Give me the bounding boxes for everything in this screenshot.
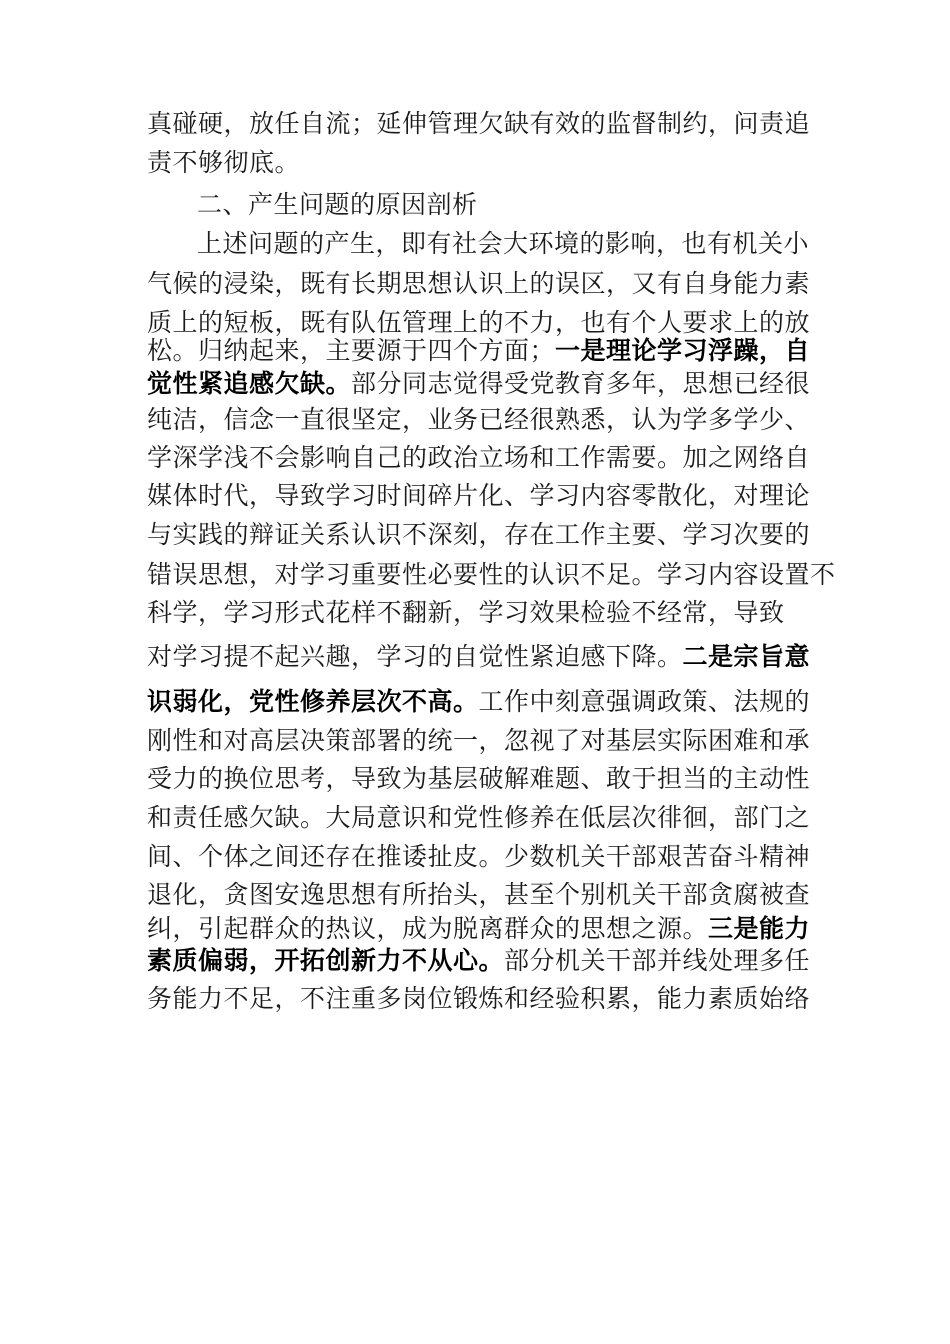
text-segment: 与实践的辩证关系认识不深刻，存在工作主要、学习次要的 [147,520,811,549]
text-line [147,911,810,947]
text-line [147,333,810,369]
text-line [197,226,809,262]
bold-text-segment: 一是理论学习浮躁，自 [555,336,811,365]
text-segment: 气候的浸染，既有长期思想认识上的误区，又有自身能力素 [147,269,811,298]
bold-text-segment: 素质偏弱，开拓创新力不从心。 [147,946,505,975]
text-segment: 科学，学习形式花样不翻新，学习效果检验不经常，导致 [147,598,785,627]
bold-text-segment: 觉性紧追感欠缺。 [147,369,352,398]
text-segment: 工作中刻意强调政策、法规的 [478,687,811,716]
text-segment: 部分同志觉得受党教育多年，思想已经很 [351,369,811,398]
text-line [147,800,810,836]
text-segment: 质上的短板，既有队伍管理上的不力，也有个人要求上的放 [147,308,811,337]
text-segment: 二、产生问题的原因剖析 [197,190,478,219]
bold-text-segment: 三是能力 [708,914,811,943]
bold-text-segment: 识弱化，党性修养层次不高。 [147,687,479,716]
text-line [147,266,810,302]
text-segment: 学深学浅不会影响自己的政治立场和工作需要。加之网络自 [147,443,811,472]
text-segment: 部分机关干部并线处理多任 [504,946,811,975]
text-line [147,839,810,875]
text-line [147,440,810,476]
text-line [147,517,810,553]
text-line [147,106,810,142]
text-line [147,402,810,438]
text-line [147,639,810,675]
text-line [147,145,300,181]
text-line [147,478,810,514]
text-line [147,877,810,913]
text-segment: 受力的换位思考，导致为基层破解难题、敢于担当的主动性 [147,764,811,793]
text-segment: 和责任感欠缺。大局意识和党性修养在低层次徘徊，部门之 [147,803,811,832]
text-segment: 纠，引起群众的热议，成为脱离群众的思想之源。 [147,914,709,943]
text-segment: 退化，贪图安逸思想有所抬头，甚至个别机关干部贪腐被查 [147,880,811,909]
text-line [147,761,810,797]
text-segment: 纯洁，信念一直很坚定，业务已经很熟悉，认为学多学少、 [147,405,811,434]
text-line [147,723,810,759]
text-line [147,366,810,402]
text-segment: 间、个体之间还存在推诿扯皮。少数机关干部艰苦奋斗精神 [147,842,811,871]
text-line [147,684,810,720]
text-segment: 媒体时代，导致学习时间碎片化、学习内容零散化，对理论 [147,481,811,510]
text-segment: 务能力不足，不注重多岗位锻炼和经验积累，能力素质始络 [147,984,811,1013]
text-segment: 真碰硬，放任自流；延伸管理欠缺有效的监督制约，问责追 [147,109,811,138]
text-line [147,981,810,1017]
text-segment: 责不够彻底。 [147,148,301,177]
text-line [147,943,810,979]
text-line [147,595,785,631]
text-segment: 松。归纳起来，主要源于四个方面； [147,336,556,365]
text-line [197,187,478,223]
text-line [147,557,836,593]
bold-text-segment: 二是宗旨意 [682,642,811,671]
text-segment: 对学习提不起兴趣，学习的自觉性紧迫感下降。 [147,642,683,671]
text-segment: 错误思想，对学习重要性必要性的认识不足。学习内容设置不 [147,560,836,589]
text-segment: 刚性和对高层决策部署的统一，忽视了对基层实际困难和承 [147,726,811,755]
text-segment: 上述问题的产生，即有社会大环境的影响，也有机关小 [197,229,810,258]
